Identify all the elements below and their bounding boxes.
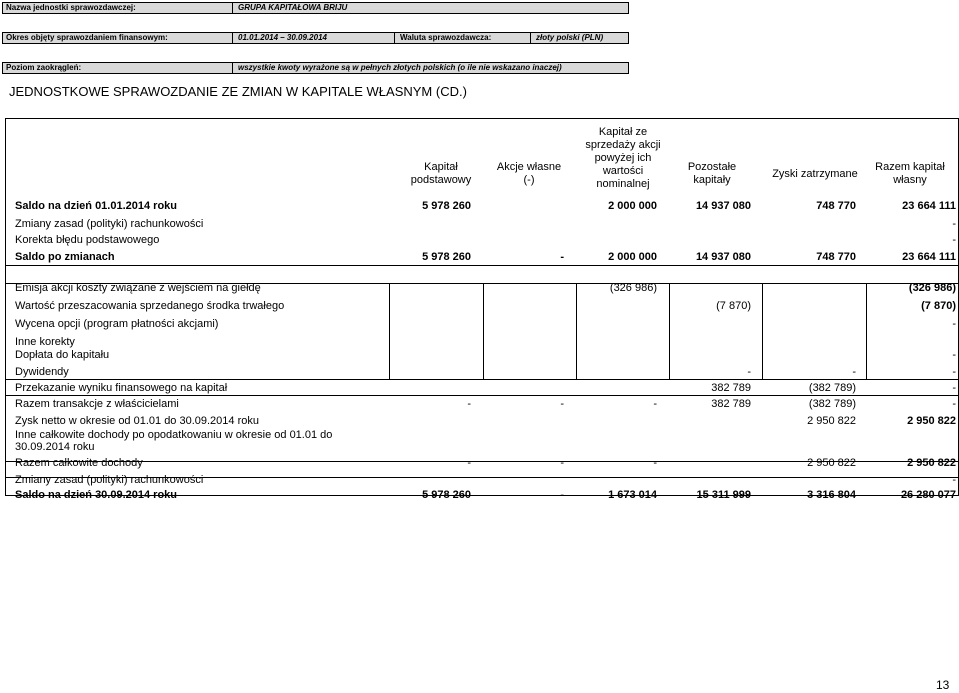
row-value: 2 000 000 [608,251,657,263]
row-label: Saldo po zmianach [15,251,115,263]
row-label: Korekta błędu podstawowego [15,234,160,246]
row-label: Dywidendy [15,366,69,378]
col-header-total-equity: Razem kapitał własny [875,161,945,186]
row-value: - [952,474,956,486]
header-period-row [2,32,629,44]
row-value: - [467,398,471,410]
table-row [6,250,958,264]
row-value: 14 937 080 [695,200,751,212]
row-label: Wycena opcji (program płatności akcjami) [15,318,219,330]
row-value: - [952,398,956,410]
table-row [6,199,958,213]
row-value: 1 673 014 [608,489,657,501]
row-value: 2 950 822 [807,457,856,469]
row-value: - [560,251,564,263]
period-label: Okres objęty sprawozdaniem finansowym: [6,33,168,42]
table-row [6,335,958,349]
row-value: 3 316 804 [807,489,856,501]
row-value: - [560,398,564,410]
row-label: Inne całkowite dochody po opodatkowaniu w okresie od 01.01 do [15,429,333,441]
table-row [6,397,958,411]
row-value: 2 950 822 [807,415,856,427]
table-row [6,317,958,331]
row-value: 26 280 077 [900,489,956,501]
row-value: - [952,218,956,230]
row-value: 382 789 [711,398,751,410]
entity-label: Nazwa jednostki sprawozdawczej: [6,3,136,12]
header-entity-row [2,2,629,14]
row-value: - [747,366,751,378]
rounding-value: wszystkie kwoty wyrażone są w pełnych złotych polskich (o ile nie wskazano inaczej) [238,63,562,72]
row-label: Przekazanie wyniku finansowego na kapitał [15,382,228,394]
row-value: - [653,457,657,469]
row-value: - [952,349,956,361]
table-row [6,348,958,362]
col-header-retained-earnings: Zyski zatrzymane [772,167,858,180]
row-value: 23 664 111 [902,251,956,263]
table-row [6,299,958,313]
table-row [6,281,958,295]
row-value: (326 986) [609,282,657,294]
row-value: 15 311 999 [696,489,751,501]
row-value: (326 986) [908,282,956,294]
row-label-continued: 30.09.2014 roku [15,441,95,453]
table-row [6,488,958,502]
row-label: Zysk netto w okresie od 01.01 do 30.09.2014 roku [15,415,259,427]
row-value: 2 950 822 [907,457,956,469]
row-value: (7 870) [716,300,751,312]
row-value: - [952,382,956,394]
row-label: Saldo na dzień 01.01.2014 roku [15,200,178,212]
rounding-label: Poziom zaokrągleń: [6,63,82,72]
equity-changes-table [5,118,959,501]
row-value: - [852,366,856,378]
row-value: (382 789) [808,382,856,394]
page-title: JEDNOSTKOWE SPRAWOZDANIE ZE ZMIAN W KAPITALE WŁASNYM (CD.) [9,84,467,99]
row-label: Zmiany zasad (polityki) rachunkowości [15,474,204,486]
table-row [6,233,958,247]
table-row [6,365,958,379]
row-value: 382 789 [711,382,751,394]
table-row [6,381,958,395]
row-label: Razem całkowite dochody [15,457,143,469]
row-value: 2 000 000 [608,200,657,212]
row-value: 14 937 080 [695,251,751,263]
row-value: - [952,318,956,330]
row-value: - [560,457,564,469]
header-rounding-row [2,62,629,74]
row-label: Dopłata do kapitału [15,349,110,361]
row-label: Emisja akcji koszty związane z wejściem na giełdę [15,282,261,294]
row-value: - [952,234,956,246]
currency-label: Waluta sprawozdawcza: [400,33,492,42]
row-label: Wartość przeszacowania sprzedanego środka trwałego [15,300,285,312]
row-label: Zmiany zasad (polityki) rachunkowości [15,218,204,230]
row-value: - [653,398,657,410]
col-header-share-premium: Kapitał ze sprzedaży akcji powyżej ich wartości nominalnej [585,125,661,190]
period-value: 01.01.2014 – 30.09.2014 [238,33,327,42]
row-value: 748 770 [816,251,856,263]
currency-value: złoty polski (PLN) [536,33,604,42]
row-value: 5 978 260 [422,200,471,212]
row-value: (382 789) [808,398,856,410]
row-value: 748 770 [816,200,856,212]
table-row [6,428,958,453]
row-value: (7 870) [921,300,956,312]
row-value: 5 978 260 [422,489,471,501]
row-value: - [560,489,564,501]
col-header-treasury-shares: Akcje własne (-) [496,161,562,186]
page-number: 13 [936,678,950,692]
col-header-share-capital: Kapitał podstawowy [410,161,472,186]
row-label: Inne korekty [15,336,75,348]
table-row [6,473,958,487]
entity-value: GRUPA KAPITAŁOWA BRIJU [238,3,348,12]
row-value: - [467,457,471,469]
row-value: 5 978 260 [422,251,471,263]
row-value: - [952,366,956,378]
row-value: 23 664 111 [902,200,956,212]
table-row [6,414,958,428]
row-value: 2 950 822 [907,415,956,427]
table-row [6,456,958,470]
col-header-other-capital: Pozostałe kapitały [687,161,737,186]
table-row [6,217,958,231]
row-label: Razem transakcje z właścicielami [15,398,179,410]
row-label: Saldo na dzień 30.09.2014 roku [15,489,178,501]
